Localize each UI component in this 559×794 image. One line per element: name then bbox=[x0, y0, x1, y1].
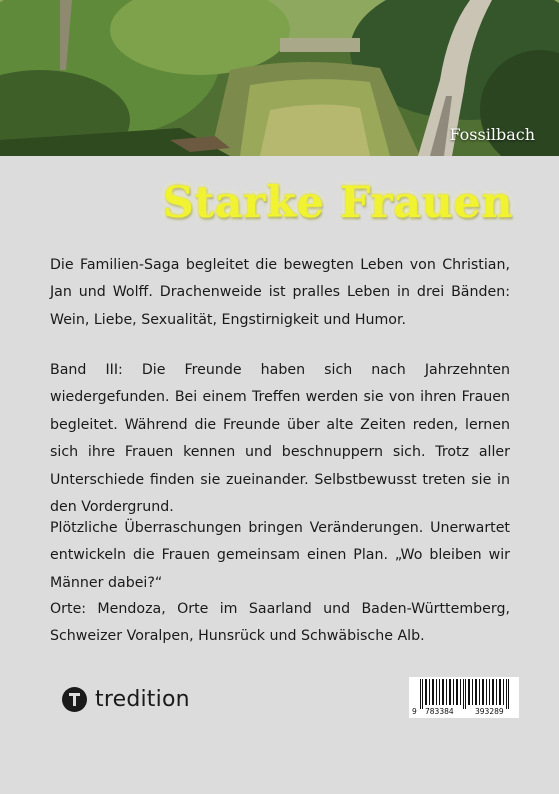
blurb-paragraph-3: Plötzliche Überraschungen bringen Veränderungen. Unerwartet entwickeln die Frauen gemeinsam einen Plan. „Wo bleiben wir Männer dabei?“ bbox=[50, 520, 510, 591]
cover-photo-forest-stream bbox=[0, 0, 559, 156]
barcode-group-1: 783384 bbox=[425, 707, 454, 716]
publisher-logo bbox=[62, 687, 190, 712]
barcode-bars bbox=[409, 677, 519, 709]
publisher-name: tredition bbox=[95, 687, 190, 712]
blurb-paragraph-1: Die Familien-Saga begleitet die bewegten Leben von Christian, Jan und Wolff. Drachenweide ist pralles Leben in drei Bänden: Wein, Liebe, Sexualität, Engstirnigkeit und Humor. bbox=[50, 257, 510, 328]
barcode-group-2: 393289 bbox=[475, 707, 504, 716]
isbn-barcode bbox=[409, 677, 519, 718]
photo-caption: Fossilbach bbox=[449, 125, 535, 144]
barcode-digit-1: 9 bbox=[412, 707, 417, 716]
book-title: Starke Frauen bbox=[162, 178, 513, 228]
blurb-paragraph-2: Band III: Die Freunde haben sich nach Jahrzehnten wiedergefunden. Bei einem Treffen werden sie von ihren Frauen begleitet. Während die Freunde über alte Zeiten reden, lernen sich ihre Frauen kennen und beschnuppern sich. Trotz aller Unterschiede finden sie zueinander. Selbstbewusst treten sie in den Vordergrund. bbox=[50, 362, 510, 516]
tredition-logo-icon bbox=[62, 687, 87, 712]
blurb-paragraph-4: Orte: Mendoza, Orte im Saarland und Baden-Württemberg, Schweizer Voralpen, Hunsrück und Schwäbische Alb. bbox=[50, 601, 510, 645]
